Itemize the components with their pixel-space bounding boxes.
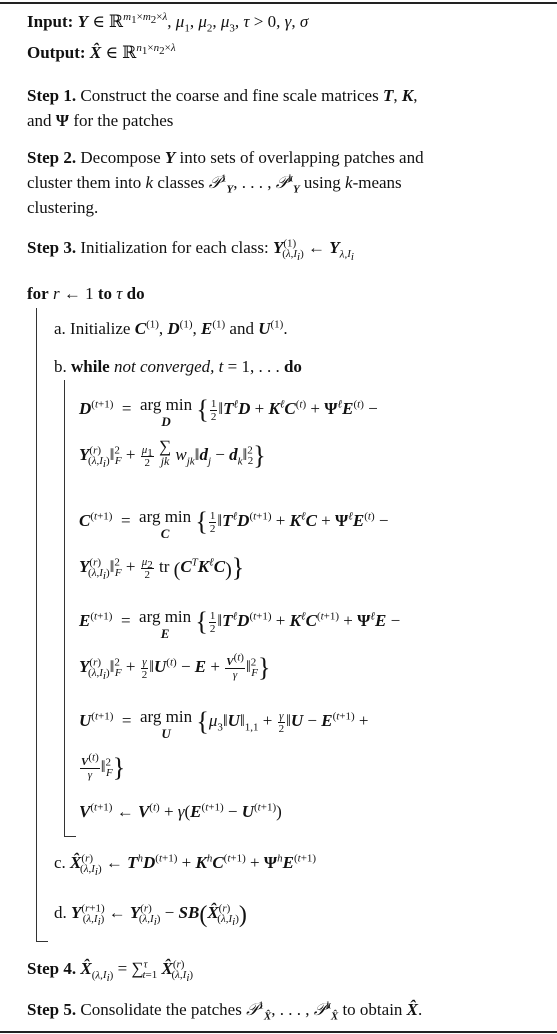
step-d: d. $Y^{(r+1)}_{(\lambda,I_i)}$ ← $Y^{(r)}_{(\lambda,I_i)}$ − SB(X̂$^{(r)}_{(\lambda,I_i)}$) (54, 902, 247, 929)
for-bracket-end (36, 941, 48, 942)
step3-line: Step 3. Initialization for each class: $Y^{(1)}_{(\lambda,I_i)}$ ← $Y_{\lambda,I_i}$ (27, 237, 354, 264)
for-bracket (36, 308, 37, 942)
u-update-line1: $U^{(t+1)}$ = arg min U {$\mu_3‖U‖_{1,1}$ + $\frac{\gamma}{2}$ ‖U − $E^{(t+1)}$ + (79, 707, 369, 742)
top-rule (0, 2, 557, 4)
step2-line1: Step 2. Decompose Y into sets of overlapping patches and (27, 148, 424, 167)
step-b: b. while not converged, t = 1, . . . do (54, 357, 302, 376)
bottom-rule (0, 1031, 557, 1033)
step2-line3: clustering. (27, 198, 99, 217)
e-update-line1: $E^{(t+1)}$ = arg min E { $\frac{1}{2}$ $‖T^\ell D^{(t+1)} + K^\ell C^{(t+1)} + \Psi^\ell E$ − (79, 607, 401, 642)
output-label: Output: (27, 43, 86, 62)
while-bracket-end (64, 836, 76, 837)
step-c: c. X̂$^{(r)}_{(\lambda,I_i)}$ ← $T^hD^{(t+1)} + K^hC^{(t+1)} + \Psi^hE^{(t+1)}$ (54, 852, 317, 879)
u-update-line2: $\frac{V^{(t)}}{\gamma}$ ‖$^2_F$} (81, 750, 126, 782)
step-a: a. Initialize $C^{(1)}$, $D^{(1)}$, $E^{(1)}$ and $U^{(1)}$. (54, 318, 288, 338)
while-bracket (64, 380, 65, 837)
c-update-line2: $Y^{(r)}_{(\lambda,I_i)}‖^2_F$ + $\frac{\mu_2}{2}$ tr $(C^TK^\ell C)$} (79, 553, 245, 583)
step2-line2: cluster them into k classes 𝒫$^1_Y$, . . . , 𝒫$^k_Y$ using k-means (27, 172, 402, 196)
input-line: Input: Y ∈ ℝ$^{m_1\times m_2\times\lambda}$, $\mu_1$, $\mu_2$, $\mu_3$, τ > 0, γ, σ (27, 11, 309, 35)
input-label: Input: (27, 12, 74, 31)
v-update-line: $V^{(t+1)}$ ← $V^{(t)} + \gamma(E^{(t+1)} - U^{(t+1)})$ (79, 801, 282, 821)
for-line: for r ← 1 to τ do (27, 284, 145, 303)
d-update-line2: $Y^{(r)}_{(\lambda,I_i)}‖^2_F$ + $\frac{\mu_1}{2}$ ∑ jk $w_{jk}‖d_j$ − $d_k‖^2_2$} (79, 437, 266, 471)
e-update-line2: $Y^{(r)}_{(\lambda,I_i)}‖^2_F$ + $\frac{\gamma}{2}$ $‖U^{(t)} - E$ + $\frac{V^{(t)}}{\gamma}$ ‖$^2_F$} (79, 650, 271, 683)
d-update-line1: $D^{(t+1)}$ = arg min D { $\frac{1}{2}$ $‖T^\ell D + K^\ell C^{(t)} + \Psi^\ell E^{(t)}$ − (79, 395, 378, 430)
step5-line: Step 5. Consolidate the patches 𝒫$^1_{X̂}$, . . . , 𝒫$^k_{X̂}$ to obtain X̂. (27, 999, 423, 1023)
c-update-line1: $C^{(t+1)}$ = arg min C { $\frac{1}{2}$ $‖T^\ell D^{(t+1)} + K^\ell C + \Psi^\ell E^{(t)}$ − (79, 507, 389, 542)
step1-line2: and Ψ for the patches (27, 111, 174, 130)
output-line: Output: X̂ ∈ ℝ$^{n_1\times n_2\times\lambda}$ (27, 42, 176, 62)
step4-line: Step 4. $X̂_{(\lambda,I_i)} = \sum^\tau_{t=1}$ X̂$^{(r)}_{(\lambda,I_i)}$ (27, 958, 194, 985)
step1-line1: Step 1. Construct the coarse and fine scale matrices T, K, (27, 86, 418, 105)
